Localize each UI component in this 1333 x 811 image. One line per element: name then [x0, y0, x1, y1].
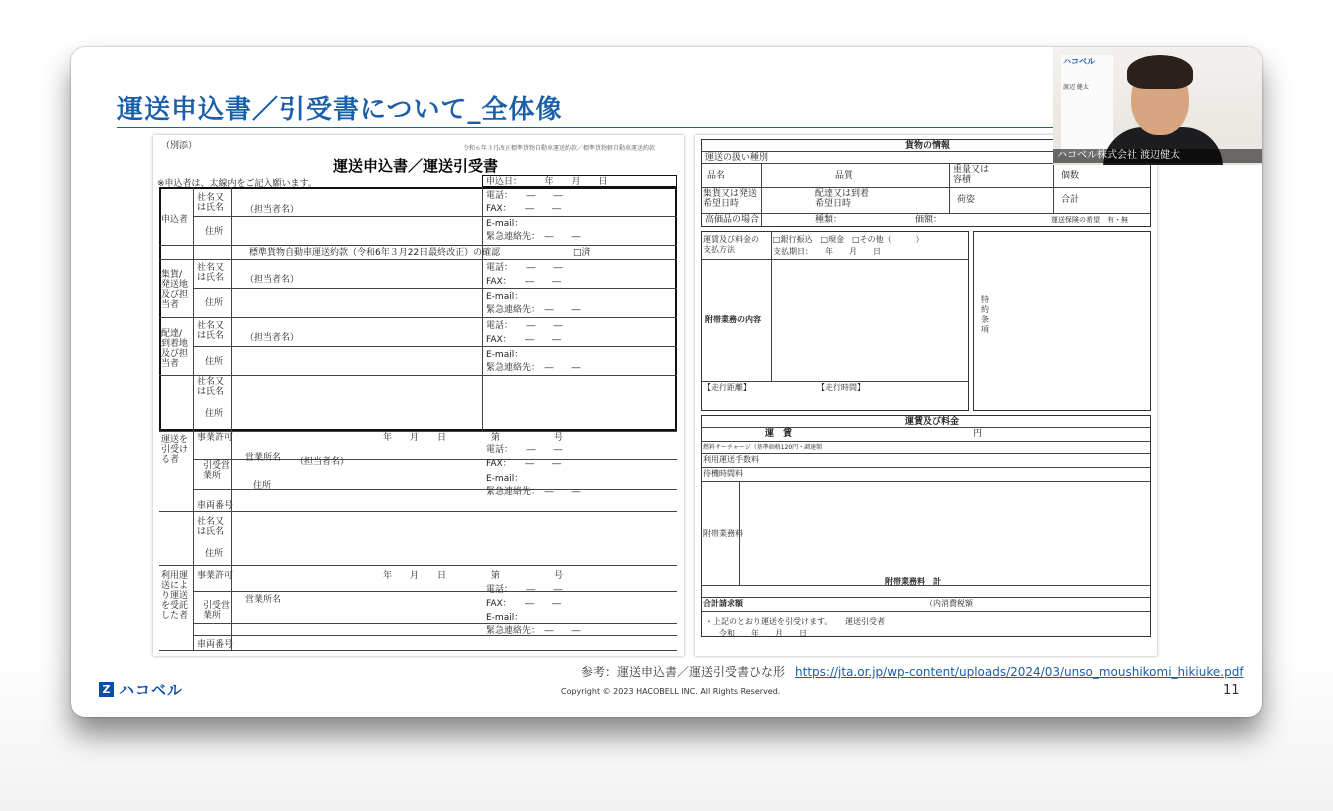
office-name-label: 営業所名: [245, 595, 282, 605]
tel-field[interactable]: 電話： ― ―: [486, 585, 563, 595]
form-header-note: 令和６年３月改正標準貨物自動車運送約款／標準貨物軽自動車運送約款: [463, 145, 656, 152]
total-label: 合計: [1061, 195, 1080, 205]
column-rule: [739, 481, 740, 585]
contact-person: （担当者名）: [295, 457, 350, 467]
row-rule: [159, 565, 677, 566]
emergency-field[interactable]: 緊急連絡先： ― ―: [486, 232, 581, 242]
emergency-field[interactable]: 緊急連絡先： ― ―: [486, 305, 581, 315]
email-field[interactable]: E-mail：: [486, 292, 524, 302]
column-rule: [482, 187, 483, 431]
delivery-time-label: 配達又は到着希望日時: [815, 189, 870, 209]
fare-label: 運 賃: [765, 429, 793, 439]
insurance-label: 運送保険の希望 有・無: [1051, 216, 1128, 224]
page-number: 11: [1223, 683, 1240, 698]
fax-field[interactable]: FAX： ― ―: [486, 459, 562, 469]
tel-field[interactable]: 電話： ― ―: [486, 321, 563, 331]
email-field[interactable]: E-mail：: [486, 219, 524, 229]
special-terms-label: 特約条項: [981, 295, 989, 334]
row-rule: [701, 427, 1151, 428]
address-label: 住所: [253, 481, 272, 491]
style-label: 荷姿: [957, 195, 976, 205]
form-title: 運送申込書／運送引受書: [333, 157, 499, 175]
name-label: 社名又は氏名: [197, 377, 225, 397]
row-rule: [701, 453, 1151, 454]
row-rule: [701, 611, 1151, 612]
license-date: 年 月 日 第 号: [383, 433, 564, 443]
application-form-document: [153, 135, 684, 656]
handling-type-label: 運送の扱い種別: [705, 153, 769, 163]
kind-label: 種類：: [815, 215, 843, 225]
row-rule: [159, 431, 677, 432]
row-rule: [701, 381, 969, 382]
fuel-surcharge-label: 燃料サーチャージ（基準価格120円・調達額: [703, 444, 823, 451]
vehicle-number-label: 車両番号: [197, 501, 234, 511]
special-terms-box: [973, 231, 1151, 411]
tel-field[interactable]: 電話： ― ―: [486, 263, 563, 273]
slide-title: 運送申込書／引受書について_全体像: [117, 95, 563, 125]
webcam-overlay: [1053, 47, 1262, 165]
email-field[interactable]: E-mail：: [486, 350, 524, 360]
row-rule: [193, 216, 677, 217]
office-name-label: 営業所名: [245, 453, 282, 463]
name-label: 社名又は氏名: [197, 263, 225, 283]
terms-checkbox[interactable]: □済: [573, 248, 591, 258]
payment-label: 運賃及び料金の支払方法: [703, 235, 759, 254]
valuable-label: 高価品の場合: [705, 215, 760, 225]
wait-fee-label: 待機時間料: [703, 469, 743, 478]
column-rule: [771, 231, 772, 381]
reference-note: [581, 663, 1244, 680]
accept-date: 令和 年 月 日: [719, 629, 807, 638]
address-label: 住所: [205, 298, 224, 308]
runtime-label: 【走行時間】: [817, 383, 865, 392]
presenter-hair: [1127, 55, 1193, 89]
payment-date[interactable]: 支払期日： 年 月 日: [773, 247, 881, 256]
count-label: 個数: [1061, 171, 1080, 181]
row-rule: [159, 375, 677, 376]
form-instruction: ※申込者は、太線内をご記入願います。: [157, 179, 317, 189]
column-rule: [761, 163, 762, 227]
accept-by-label: 運送引受者: [845, 617, 885, 626]
row-rule: [193, 346, 677, 347]
row-rule: [159, 245, 677, 246]
logo-text: ハコベル: [119, 681, 184, 699]
vehicle-number-label: 車両番号: [197, 640, 234, 650]
section-delivery: 配達/到着地及び担当者: [161, 329, 189, 369]
row-rule: [193, 288, 677, 289]
address-label: 住所: [205, 227, 224, 237]
copyright-text: Copyright © 2023 HACOBELL INC. All Rights Reserved.: [561, 687, 781, 696]
acceptance-form-document: [695, 135, 1157, 656]
brand-logo: [99, 679, 183, 700]
section-carrier: 運送を引受ける者: [161, 435, 189, 465]
presentation-slide: [71, 47, 1262, 717]
address-label: 住所: [205, 409, 224, 419]
column-rule: [949, 163, 950, 213]
tel-field[interactable]: 電話： ― ―: [486, 191, 563, 201]
fare-yen: 円: [973, 429, 983, 439]
office-label: 引受営業所: [203, 601, 231, 621]
application-date: 申込日： 年 月 日: [486, 177, 608, 187]
fare-header: 運賃及び料金: [905, 417, 960, 427]
name-label: 社名又は氏名: [197, 193, 225, 213]
row-rule: [159, 317, 677, 318]
card-name: 渡辺 健太: [1063, 84, 1089, 91]
section-pickup: 集貨/発送地及び担当者: [161, 270, 189, 310]
office-label: 引受営業所: [203, 461, 231, 481]
row-rule: [701, 441, 1151, 442]
contact-person: （担当者名）: [245, 275, 300, 285]
license-date: 年 月 日 第 号: [383, 571, 564, 581]
reference-label: 参考：運送申込書／運送引受書ひな形: [581, 665, 786, 679]
row-rule: [701, 481, 1151, 482]
mileage-label: 【走行距離】: [703, 383, 751, 392]
emergency-field[interactable]: 緊急連絡先： ― ―: [486, 363, 581, 373]
row-rule: [701, 213, 1151, 214]
incidental-total-label: 附帯業務料 計: [885, 577, 941, 586]
reference-link[interactable]: https://jta.or.jp/wp-content/uploads/2024/03/unso_moushikomi_hikiuke.pdf: [795, 665, 1244, 679]
incidental-fee-label: 附帯業務料: [703, 529, 743, 538]
fax-field[interactable]: FAX： ― ―: [486, 204, 562, 214]
column-rule: [1053, 163, 1054, 213]
fax-field[interactable]: FAX： ― ―: [486, 335, 562, 345]
contact-person: （担当者名）: [245, 333, 300, 343]
row-rule: [701, 585, 1151, 586]
applicant-thick-frame: [159, 187, 677, 431]
participant-name-label: ハコベル株式会社 渡辺健太: [1053, 149, 1262, 163]
email-field[interactable]: E-mail：: [486, 613, 524, 623]
emergency-field[interactable]: 緊急連絡先： ― ―: [486, 626, 581, 636]
virtual-background-card: [1061, 55, 1113, 155]
row-rule: [701, 597, 1151, 598]
payment-options[interactable]: □銀行振込 □現金 □その他（ ）: [773, 235, 924, 244]
price-label: 価額：: [915, 215, 943, 225]
fax-field[interactable]: FAX： ― ―: [486, 277, 562, 287]
email-field[interactable]: E-mail：: [486, 474, 524, 484]
column-rule: [193, 187, 194, 650]
cargo-info-header: 貨物の情報: [905, 141, 951, 151]
tel-field[interactable]: 電話： ― ―: [486, 445, 563, 455]
fax-field[interactable]: FAX： ― ―: [486, 599, 562, 609]
license-label: 事業許可: [197, 433, 234, 443]
usage-fee-label: 利用運送手数料: [703, 455, 759, 464]
card-logo: ハコベル: [1063, 57, 1095, 66]
row-rule: [701, 467, 1151, 468]
emergency-field[interactable]: 緊急連絡先： ― ―: [486, 487, 581, 497]
incidental-label: 附帯業務の内容: [705, 315, 761, 324]
name-label: 社名又は氏名: [197, 517, 225, 537]
item-label: 品名: [707, 171, 726, 181]
section-subcontractor: 利用運送により運送を受託した者: [161, 571, 189, 621]
terms-confirmation: 標準貨物自動車運送約款（令和6年３月22日最終改正）の確認: [249, 248, 501, 258]
tax-label: （内消費税額: [925, 599, 973, 608]
row-rule: [193, 623, 677, 624]
row-rule: [701, 259, 969, 260]
address-label: 住所: [205, 357, 224, 367]
row-rule: [193, 591, 677, 592]
total-claim-label: 合計請求額: [703, 599, 743, 608]
row-rule: [193, 635, 677, 636]
pickup-time-label: 集貨又は発送希望日時: [703, 189, 758, 209]
row-rule: [701, 187, 1151, 188]
name-label: 社名又は氏名: [197, 321, 225, 341]
accept-statement: ・上記のとおり運送を引受けます。: [705, 617, 833, 626]
quality-label: 品質: [835, 171, 854, 181]
weight-label: 重量又は容積: [953, 165, 990, 185]
contact-person: （担当者名）: [245, 205, 300, 215]
row-rule: [159, 259, 677, 260]
license-label: 事業許可: [197, 571, 234, 581]
logo-mark-icon: Z: [99, 682, 114, 697]
section-applicant: 申込者: [161, 215, 189, 225]
row-rule: [159, 650, 677, 651]
address-label: 住所: [205, 549, 224, 559]
row-rule: [159, 511, 677, 512]
attachment-label: （別添）: [161, 141, 198, 151]
